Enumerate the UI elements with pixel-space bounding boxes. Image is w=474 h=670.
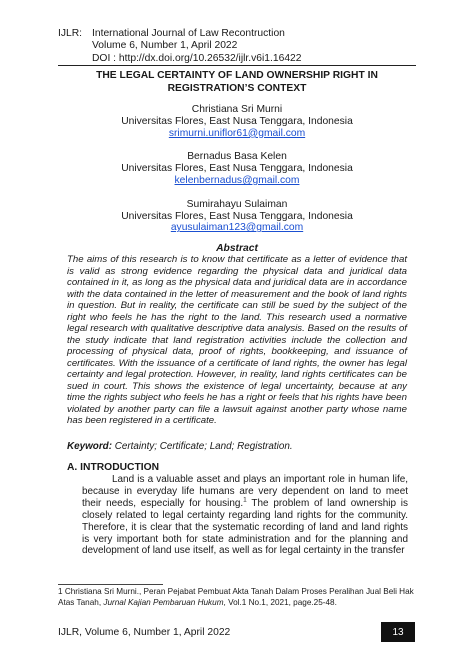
section-heading: A. INTRODUCTION: [67, 462, 160, 473]
doi-link[interactable]: DOI : http://dx.doi.org/10.26532/ijlr.v6i1.16422: [92, 52, 302, 64]
author-name: Christiana Sri Murni: [191, 104, 283, 115]
author-entry: [60, 151, 414, 186]
author-affiliation: Universitas Flores, East Nusa Tenggara, Indonesia: [121, 115, 353, 127]
author-email-link[interactable]: ayusulaiman123@gmail.com: [170, 222, 304, 234]
footnote-number: 1: [58, 587, 63, 596]
page-number-badge: 13: [381, 622, 415, 642]
author-entry: [60, 199, 414, 234]
keywords-line: [67, 441, 414, 452]
intro-paragraph: Land is a valuable asset and plays an important role in human life, because in everyday life humans are very dependent on land to meet their needs, especially for housing.$^1$ The problem of land ownership is closely related to legal certainty regarding land rights for the community. Therefore, it is clear that the systematic recording of land and land rights is very important both for state administration and for the planning and development of land use itself, as well as for legal certainty in the transfer: [82, 474, 408, 557]
author-entry: [60, 104, 414, 139]
volume-info: Volume 6, Number 1, April 2022: [92, 40, 238, 52]
author-name: Bernadus Basa Kelen: [187, 151, 287, 163]
author-block: [60, 104, 414, 246]
running-header: [58, 28, 302, 65]
author-affiliation: Universitas Flores, East Nusa Tenggara, Indonesia: [121, 210, 353, 222]
author-email-link[interactable]: kelenbernadus@gmail.com: [174, 174, 300, 186]
journal-label: IJLR:: [58, 28, 83, 39]
footnote-journal: Jurnal Kajian Pembaruan Hukum: [103, 597, 224, 607]
author-affiliation: Universitas Flores, East Nusa Tenggara, Indonesia: [121, 163, 353, 175]
keyword-label: Keyword:: [67, 441, 112, 452]
keyword-list: Certainty; Certificate; Land; Registration.: [114, 441, 293, 452]
footnote: 1 Christiana Sri Murni., Peran Pejabat Pembuat Akta Tanah Dalam Proses Peralihan Jual Beli Hak Atas Tanah, Jurnal Kajian Pembaruan Hukum, Vol.1 No.1, 2021, page.25-48.: [58, 587, 414, 607]
running-footer: IJLR, Volume 6, Number 1, April 2022: [58, 627, 231, 638]
abstract-text: The aims of this research is to know that certificate as a letter of evidence that is valid as strong evidence regarding the physical data and juridical data contained in it, as long as the physical data and juridical data are in accordance with the data contained in the letter of measurement and the book of land rights in question. But in reality, the certificate can still be sued by the subject of the right who feels he has the right to the land. This research used a normative legal research with qualitative descriptive data analysis. Based on the results of the study indicate that land registration activities include the collection and processing of physical data, proof of rights, bookkeeping, and issuance of certificates. With the issuance of a certificate of land rights, the owner has legal certainty and legal protection. However, in reality, land rights certificates can be sued in court. This shows the existence of legal uncertainty, because at any time the rights subject who feels he has a right or feels that his rights have been violated by another party can file a lawsuit against another party whose name has been registered in a certificate.: [67, 254, 407, 426]
author-email-link[interactable]: srimurni.uniflor61@gmail.com: [168, 127, 306, 139]
abstract-heading: Abstract: [216, 243, 258, 254]
header-divider: [58, 65, 416, 66]
paper-title: THE LEGAL CERTAINTY OF LAND OWNERSHIP RIGHT IN REGISTRATION’S CONTEXT: [96, 70, 378, 94]
author-name: Sumirahayu Sulaiman: [186, 198, 288, 210]
footnote-ref[interactable]: 1: [243, 496, 247, 504]
journal-name: International Journal of Law Recontruction: [92, 28, 285, 39]
footnote-divider: [58, 584, 163, 585]
